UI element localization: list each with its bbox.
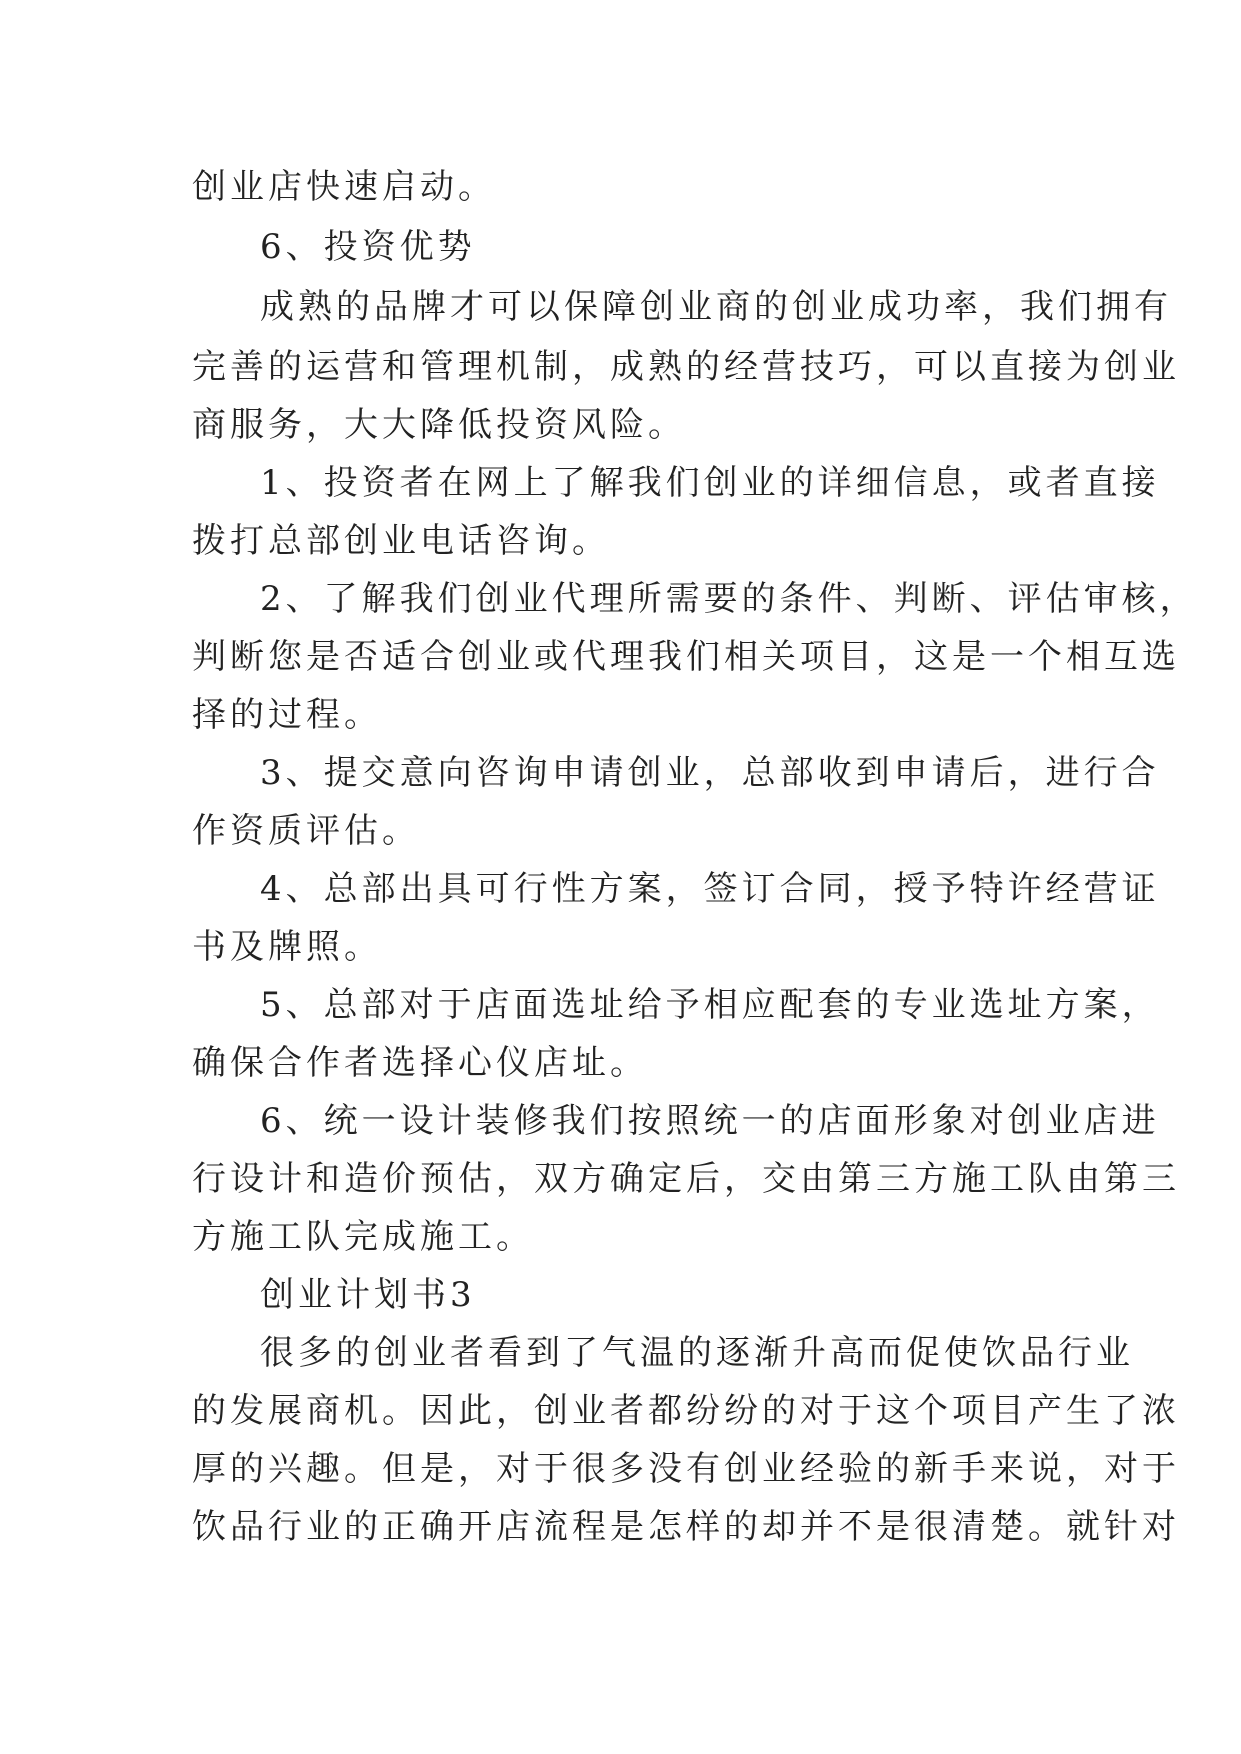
list-item-line: 5、总部对于店面选址给予相应配套的专业选址方案， (260, 985, 1160, 1025)
list-item-line: 拨打总部创业电话咨询。 (192, 521, 610, 561)
paragraph-line: 商服务，大大降低投资风险。 (192, 405, 686, 445)
list-item-line: 作资质评估。 (192, 811, 420, 851)
list-item-line: 书及牌照。 (192, 927, 382, 967)
paragraph-line: 创业店快速启动。 (192, 167, 496, 207)
list-item-line: 6、统一设计装修我们按照统一的店面形象对创业店进 (260, 1101, 1160, 1141)
section-heading: 6、投资优势 (260, 227, 476, 267)
paragraph-line: 很多的创业者看到了气温的逐渐升高而促使饮品行业 (260, 1333, 1134, 1373)
list-item-line: 4、总部出具可行性方案，签订合同，授予特许经营证 (260, 869, 1160, 909)
paragraph-line: 的发展商机。因此，创业者都纷纷的对于这个项目产生了浓 (192, 1391, 1180, 1431)
list-item-line: 3、提交意向咨询申请创业，总部收到申请后，进行合 (260, 753, 1160, 793)
list-item-line: 行设计和造价预估，双方确定后，交由第三方施工队由第三 (192, 1159, 1180, 1199)
list-item-line: 2、了解我们创业代理所需要的条件、判断、评估审核， (260, 579, 1198, 619)
paragraph-line: 厚的兴趣。但是，对于很多没有创业经验的新手来说，对于 (192, 1449, 1180, 1489)
list-item-line: 1、投资者在网上了解我们创业的详细信息，或者直接 (260, 463, 1160, 503)
list-item-line: 确保合作者选择心仪店址。 (192, 1043, 648, 1083)
paragraph-line: 完善的运营和管理机制，成熟的经营技巧，可以直接为创业 (192, 347, 1180, 387)
list-item-line: 判断您是否适合创业或代理我们相关项目，这是一个相互选 (192, 637, 1180, 677)
paragraph-line: 成熟的品牌才可以保障创业商的创业成功率，我们拥有 (260, 287, 1172, 327)
section-heading: 创业计划书3 (260, 1275, 476, 1315)
list-item-line: 方施工队完成施工。 (192, 1217, 534, 1257)
paragraph-line: 饮品行业的正确开店流程是怎样的却并不是很清楚。就针对 (192, 1507, 1180, 1547)
list-item-line: 择的过程。 (192, 695, 382, 735)
